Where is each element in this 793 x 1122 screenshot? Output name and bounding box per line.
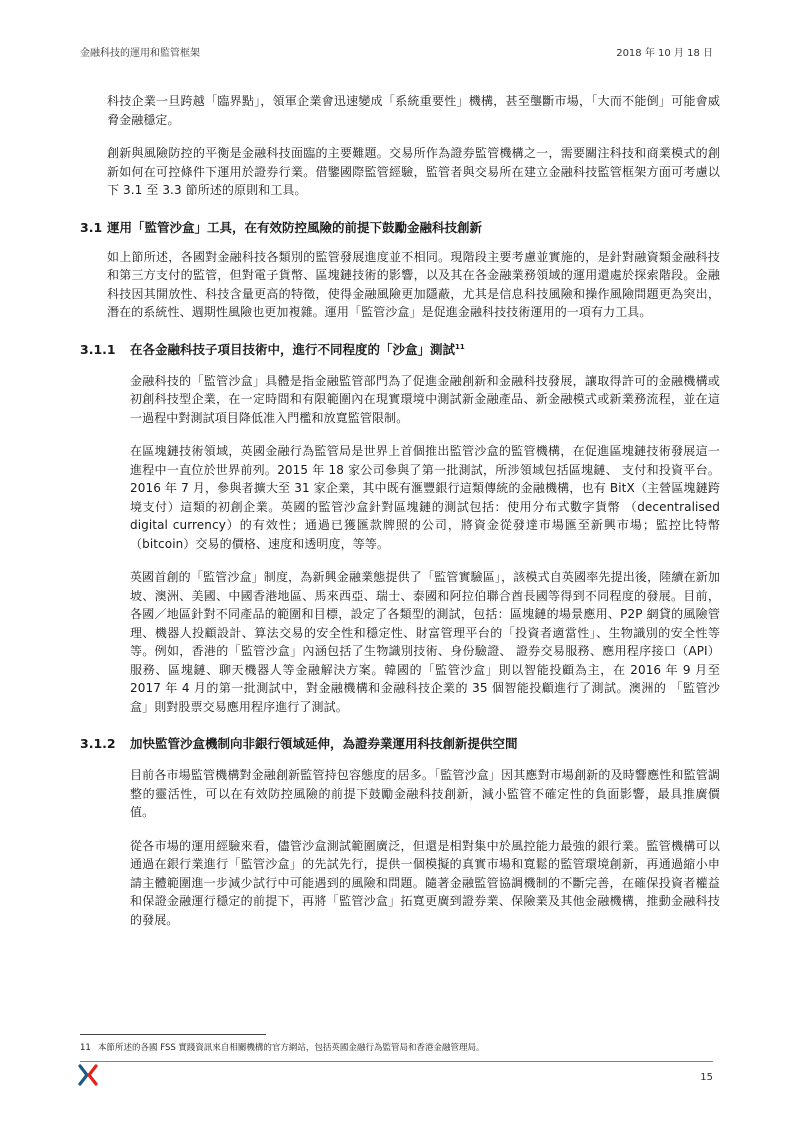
- section-title: 運用「監管沙盒」工具，在有效防控風險的前提下鼓勵金融科技創新: [107, 219, 483, 235]
- section-number: 3.1.2: [80, 736, 116, 751]
- paragraph: 創新與風險防控的平衡是金融科技面臨的主要難題。交易所作為證券監管機構之一，需要關注科技和商業模式的創新如何在可控條件下運用於證券行業。借鑒國際監管經驗，監管者與交易所在建立金融科技監管框架方面可考慮以下 3.1 至 3.3 節所述的原則和工具。: [107, 146, 720, 197]
- section-title: 在各金融科技子項目技術中，進行不同程度的「沙盒」測試: [130, 341, 456, 357]
- section-heading-3-1: [80, 219, 720, 237]
- paragraph: 科技企業一旦跨越「臨界點」，領軍企業會迅速變成「系統重要性」機構，甚至壟斷市場，「大而不能倒」可能會威脅金融穩定。: [107, 94, 720, 127]
- footnote-text: 本節所述的各國 FSS 實踐資訊來自相關機構的官方網站，包括英國金融行為監管局和香港金融管理局。: [98, 1043, 485, 1053]
- paragraph: 在區塊鏈技術領域，英國金融行為監管局是世界上首個推出監管沙盒的監管機構，在促進區塊鏈技術發展這一進程中一直位於世界前列。2015 年 18 家公司參與了第一批測試，所涉領域包括區塊鏈、 支付和投資平台。2016 年 7 月，參與者擴大至 31 家企業，其中既有滙豐銀行這類傳統的金融機構，也有 BitX（主營區塊鏈跨境支付）這類的初創企業。英國的監管沙盒針對區塊鏈的測試包括：使用分布式數字貨幣 （decentralised digital currency）的有效性；通過已獲匯款牌照的公司，將資金從發達市場匯至新興市場；監控比特幣（bitcoin）交易的價格、速度和透明度，等等。: [130, 444, 720, 551]
- footnote: [80, 1042, 720, 1054]
- section-heading-3-1-1: [80, 341, 720, 359]
- paragraph: 如上節所述，各國對金融科技各類別的監管發展進度並不相同。現階段主要考慮並實施的，是針對融資類金融科技和第三方支付的監管，但對電子貨幣、區塊鏈技術的影響，以及其在各金融業務領域的運用還處於探索階段。金融科技因其開放性、科技含量更高的特徵，使得金融風險更加隱蔽，尤其是信息科技風險和操作風險問題更為突出，潛在的系統性、週期性風險也更加複雜。運用「監管沙盒」是促進金融科技技術運用的一項有力工具。: [107, 249, 720, 319]
- header-title: 金融科技的運用和監管框架: [80, 48, 200, 59]
- document-body: [80, 92, 720, 929]
- footnote-number: 11: [80, 1043, 91, 1053]
- paragraph: 從各市場的運用經驗來看，儘管沙盒測試範圍廣泛，但還是相對集中於風控能力最強的銀行業。監管機構可以通過在銀行業進行「監管沙盒」的先試先行，提供一個模擬的真實市場和寬鬆的監管環境創新，再通過縮小申請主體範圍進一步減少試行中可能遇到的風險和問題。隨著金融監管協調機制的不斷完善，在確保投資者權益和保證金融運行穩定的前提下，再將「監管沙盒」拓寬更廣到證券業、保險業及其他金融機構，推動金融科技的發展。: [130, 838, 720, 927]
- footnote-ref[interactable]: 11: [455, 342, 465, 351]
- section-title: 加快監管沙盒機制向非銀行領域延伸，為證券業運用科技創新提供空間: [130, 736, 518, 751]
- header-date: 2018 年 10 月 18 日: [616, 48, 713, 59]
- footnote-divider: [80, 1034, 266, 1035]
- section-number: 3.1.1: [80, 341, 116, 357]
- section-number: 3.1: [80, 219, 103, 235]
- section-heading-3-1-2: [80, 735, 720, 753]
- footer-divider: [80, 1061, 713, 1062]
- page-number: 15: [700, 1072, 713, 1083]
- hkex-logo-icon: [78, 1064, 98, 1086]
- paragraph: 金融科技的「監管沙盒」具體是指金融監管部門為了促進金融創新和金融科技發展，讓取得許可的金融機構或初創科技型企業，在一定時間和有限範圍內在現實環境中測試新金融產品、新金融模式或新業務流程，並在這一過程中對測試項目降低准入門檻和放寬監管限制。: [130, 373, 720, 425]
- paragraph: 英國首創的「監管沙盒」制度，為新興金融業態提供了「監管實驗區」，該模式自英國率先提出後，陸續在新加坡、澳洲、美國、中國香港地區、馬來西亞、瑞士、泰國和阿拉伯聯合酋長國等得到不同程度的發展。目前，各國／地區針對不同產品的範圍和目標，設定了各類型的測試，包括：區塊鏈的場景應用、P2P 網貸的風險管理、機器人投顧設計、算法交易的安全性和穩定性、財富管理平台的「投資者適當性」、生物識別的安全性等等。例如，香港的「監管沙盒」內涵包括了生物識別技術、身份驗證、 證券交易服務、應用程序接口（API）服務、區塊鏈、聊天機器人等金融解決方案。韓國的「監管沙盒」則以智能投顧為主，在 2016 年 9 月至 2017 年 4 月的第一批測試中，對金融機構和金融科技企業的 35 個智能投顧進行了測試。澳洲的 「監管沙盒」則對股票交易應用程序進行了測試。: [130, 570, 720, 714]
- paragraph: 目前各市場監管機構對金融創新監管持包容態度的居多。「監管沙盒」因其應對市場創新的及時響應性和監管調整的靈活性，可以在有效防控風險的前提下鼓勵金融科技創新，減小監管不確定性的負面影響，最具推廣價值。: [130, 768, 720, 819]
